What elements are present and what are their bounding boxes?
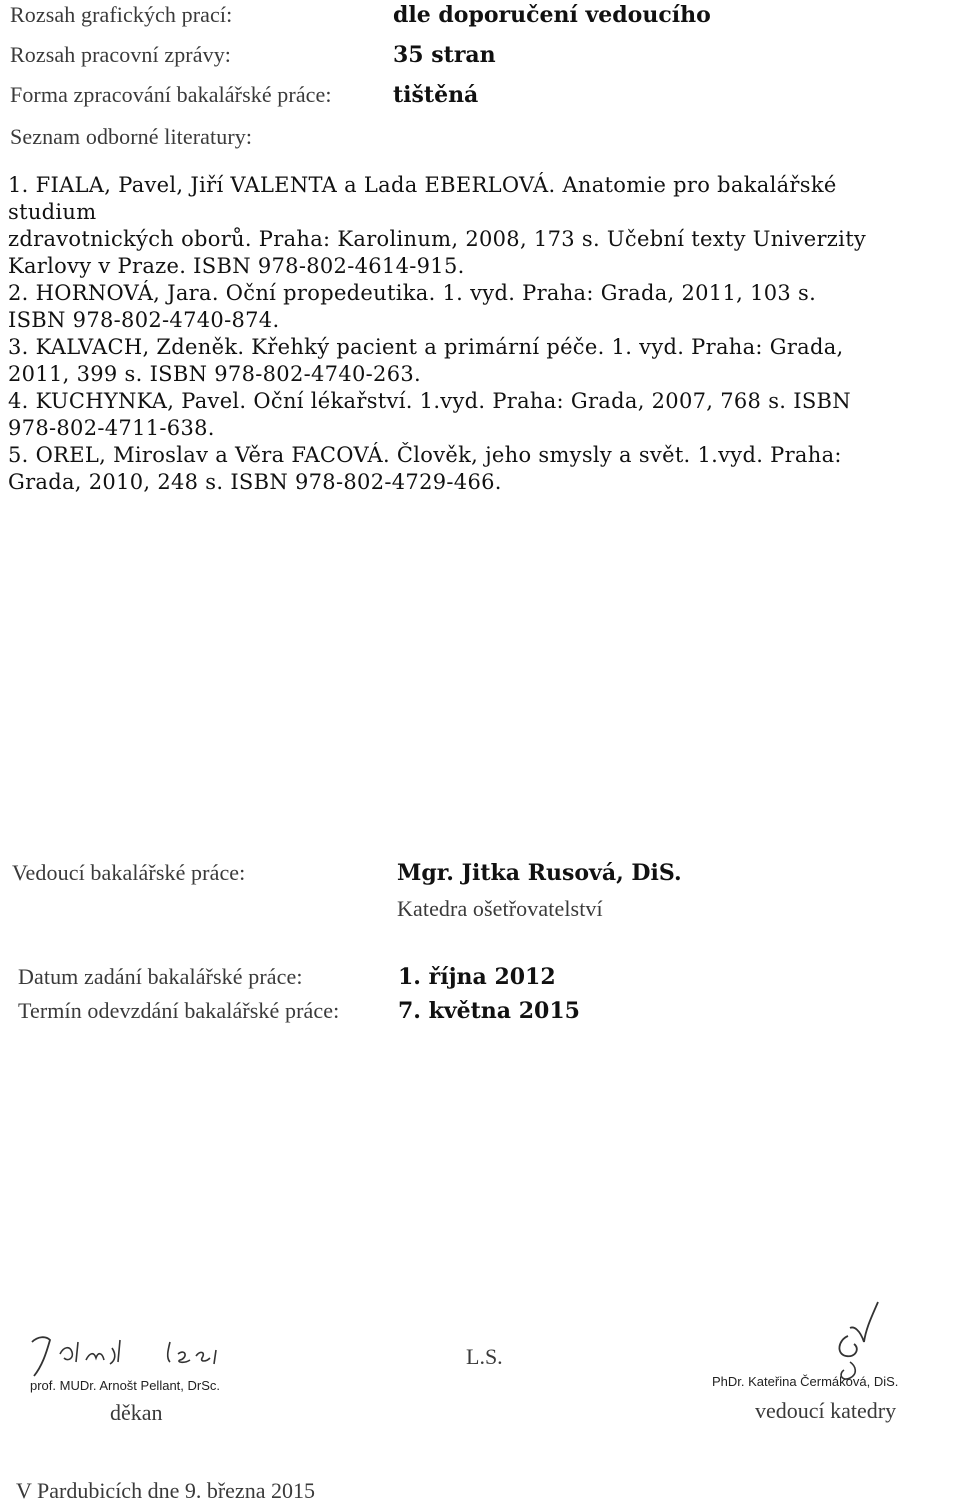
date-value: 7. května 2015 [398, 998, 580, 1024]
head-role-row [755, 1398, 896, 1424]
head-name-row [712, 1374, 898, 1389]
info-label: Rozsah pracovní zprávy: [10, 42, 231, 67]
head-name: PhDr. Kateřina Čermáková, DiS. [712, 1374, 899, 1389]
literature-heading-row [10, 124, 252, 150]
date-label: Datum zadání bakalářské práce: [18, 964, 303, 989]
info-row-graphics [10, 2, 711, 28]
reference-line: 2. HORNOVÁ, Jara. Oční propedeutika. 1. vyd. Praha: Grada, 2011, 103 s. [8, 281, 817, 305]
dean-name-row [30, 1378, 220, 1393]
supervisor-label: Vedoucí bakalářské práce: [12, 860, 246, 885]
reference-line: zdravotnických oborů. Praha: Karolinum, 2008, 173 s. Učební texty Univerzity [8, 227, 867, 251]
dean-signature [20, 1320, 280, 1380]
reference-line: 3. KALVACH, Zdeněk. Křehký pacient a primární péče. 1. vyd. Praha: Grada, [8, 335, 844, 359]
info-row-report [10, 42, 496, 68]
place-date: V Pardubicích dne 9. března 2015 [16, 1478, 315, 1503]
literature-heading: Seznam odborné literatury: [10, 124, 253, 149]
head-role: vedoucí katedry [755, 1398, 897, 1423]
date-assigned-row [18, 964, 556, 990]
head-signature [820, 1296, 900, 1386]
place-date-row [16, 1478, 315, 1504]
reference-line: 1. FIALA, Pavel, Jiří VALENTA a Lada EBERLOVÁ. Anatomie pro bakalářské [8, 173, 837, 197]
info-row-form [10, 82, 478, 108]
supervisor-department: Katedra ošetřovatelství [397, 896, 603, 921]
seal-row [466, 1344, 503, 1370]
reference-line: 978-802-4711-638. [8, 416, 215, 440]
reference-line: ISBN 978-802-4740-874. [8, 308, 280, 332]
supervisor-department-row [397, 896, 603, 922]
info-label: Forma zpracování bakalářské práce: [10, 82, 332, 107]
reference-line: Karlovy v Praze. ISBN 978-802-4614-915. [8, 254, 465, 278]
reference-line: 2011, 399 s. ISBN 978-802-4740-263. [8, 362, 421, 386]
supervisor-name: Mgr. Jitka Rusová, DiS. [397, 860, 682, 886]
reference-line: 4. KUCHYNKA, Pavel. Oční lékařství. 1.vyd. Praha: Grada, 2007, 768 s. ISBN [8, 389, 851, 413]
seal-mark: L.S. [466, 1344, 503, 1369]
reference-line: studium [8, 200, 97, 224]
reference-line: 5. OREL, Miroslav a Věra FACOVÁ. Člověk, jeho smysly a svět. 1.vyd. Praha: [8, 443, 842, 467]
date-submit-row [18, 998, 580, 1024]
dean-role-row [110, 1400, 163, 1426]
info-label: Rozsah grafických prací: [10, 2, 233, 27]
date-label: Termín odevzdání bakalářské práce: [18, 998, 340, 1023]
dean-name: prof. MUDr. Arnošt Pellant, DrSc. [30, 1378, 221, 1393]
date-value: 1. října 2012 [398, 964, 556, 990]
reference-line: Grada, 2010, 248 s. ISBN 978-802-4729-466. [8, 470, 502, 494]
info-value: dle doporučení vedoucího [393, 2, 711, 28]
supervisor-row [12, 860, 682, 886]
reference-list [8, 172, 953, 496]
info-value: tištěná [393, 82, 479, 108]
dean-role: děkan [110, 1400, 163, 1425]
info-value: 35 stran [393, 42, 496, 68]
